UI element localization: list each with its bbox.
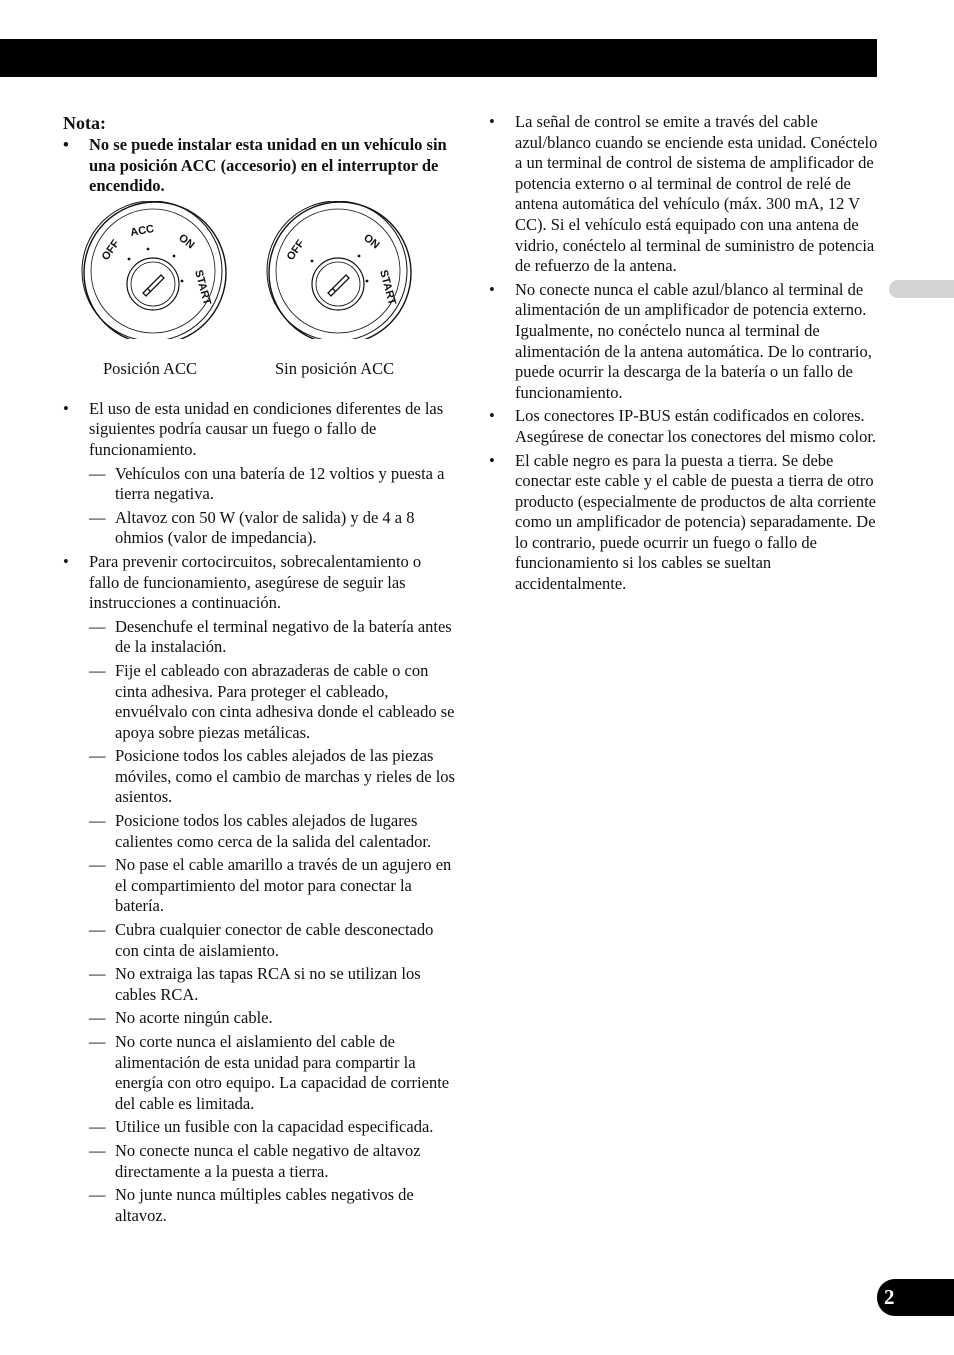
dash-text: Utilice un fusible con la capacidad especificada. [115, 1117, 434, 1137]
section-tab [889, 280, 954, 298]
dash-text: No corte nunca el aislamiento del cable de alimentación de esta unidad para compartir la energía con otro equipo. La capacidad de corriente del cable es limitada. [115, 1032, 450, 1113]
header-bar [0, 39, 877, 77]
dash-text: Desenchufe el terminal negativo de la batería antes de la instalación. [115, 616, 452, 657]
right-column [489, 112, 881, 598]
page-number: 2 [877, 1279, 954, 1316]
dash-item [63, 1117, 455, 1138]
dash-mark: — [89, 1032, 106, 1051]
bullet-text: El uso de esta unidad en condiciones diferentes de las siguientes podría causar un fuego o fallo de funcionamiento. [89, 398, 444, 459]
dash-text: Posicione todos los cables alejados de las piezas móviles, como el cambio de marchas y rieles de los asientos. [115, 746, 455, 807]
bullet-mark: • [489, 450, 495, 470]
bullet-text: No conecte nunca el cable azul/blanco al terminal de alimentación de un amplificador de potencia externo. Igualmente, no conéctelo nunca al terminal de alimentación de la antena automática. De lo contrario, puede ocurrir la descarga de la batería o un fallo de funcionamiento. [515, 279, 872, 402]
bullet-mark: • [63, 551, 69, 571]
dash-mark: — [89, 1117, 106, 1137]
dash-item [63, 1185, 455, 1226]
dash-item [63, 746, 455, 808]
dash-mark: — [89, 660, 106, 680]
dash-mark: — [89, 1140, 106, 1160]
bullet-item [489, 406, 881, 447]
bullet-text: El cable negro es para la puesta a tierra. Se debe conectar este cable y el cable de puesta a tierra de otro producto (especialmente de productos de alta corriente como un amplificador de potencia) separadamente. De lo contrario, puede ocurrir un fuego o fallo de funcionamiento si los cables se sueltan accidentalmente. [515, 450, 877, 594]
bullet-item [63, 399, 455, 461]
dash-item [63, 464, 455, 505]
dash-mark: — [89, 746, 106, 766]
bullet-text: No se puede instalar esta unidad en un vehículo sin una posición ACC (accesorio) en el interruptor de encendido. [89, 135, 447, 196]
dash-text: Vehículos con una batería de 12 voltios y puesta a tierra negativa. [115, 463, 445, 504]
dash-text: No pase el cable amarillo a través de un agujero en el compartimiento del motor para conectar la batería. [115, 855, 452, 916]
dash-item [63, 661, 455, 743]
bullet-text: La señal de control se emite a través del cable azul/blanco cuando se enciende esta unidad. Conéctelo a un terminal de control de sistema de amplificador de potencia externo o al terminal de control de relé de antena automática del vehículo (máx. 300 mA, 12 V CC). Si el vehículo está equipado con una antena de vidrio, conéctelo al terminal de suministro de potencia de refuerzo de la antena. [515, 112, 878, 276]
dash-mark: — [89, 507, 106, 527]
bullet-mark: • [489, 112, 495, 131]
ignition-figures [63, 201, 455, 391]
dash-text: No conecte nunca el cable negativo de altavoz directamente a la puesta a tierra. [115, 1140, 421, 1181]
left-column [63, 112, 455, 1229]
bullet-item [489, 280, 881, 404]
dash-mark: — [89, 1185, 106, 1205]
bullet-item [63, 135, 455, 197]
figure-caption: Sin posición ACC [275, 358, 395, 378]
bullet-item [489, 112, 881, 277]
dash-mark: — [89, 616, 106, 636]
dash-text: Cubra cualquier conector de cable desconectado con cinta de aislamiento. [115, 920, 434, 960]
dash-mark: — [89, 920, 106, 940]
dash-item [63, 617, 455, 658]
bullet-mark: • [63, 398, 69, 418]
dash-item [63, 920, 455, 961]
switch-label-off: OFF [99, 237, 123, 263]
switch-label-start: START [192, 268, 213, 307]
dash-item [63, 1008, 455, 1029]
dash-item [63, 1141, 455, 1182]
dash-item [63, 855, 455, 917]
note-title: Nota: [63, 113, 106, 133]
dash-item [63, 811, 455, 852]
dash-text: Posicione todos los cables alejados de lugares calientes como cerca de la salida del calentador. [115, 811, 432, 851]
ignition-switch-no-acc-illustration [266, 201, 414, 339]
bullet-item [489, 451, 881, 595]
bullet-mark: • [489, 406, 495, 426]
dash-text: Altavoz con 50 W (valor de salida) y de 4 a 8 ohmios (valor de impedancia). [115, 507, 415, 548]
switch-label-acc: ACC [129, 222, 156, 239]
dash-item [63, 1032, 455, 1114]
dash-mark: — [89, 964, 106, 984]
dash-mark: — [89, 855, 106, 875]
bullet-text: Para prevenir cortocircuitos, sobrecalentamiento o fallo de funcionamiento, asegúrese de seguir las instrucciones a continuación. [89, 551, 422, 613]
dash-text: No acorte ningún cable. [115, 1008, 273, 1028]
dash-item [63, 964, 455, 1005]
dash-mark: — [89, 1008, 106, 1028]
dash-mark: — [89, 463, 106, 483]
dash-text: No junte nunca múltiples cables negativos de altavoz. [115, 1185, 414, 1225]
switch-label-on: ON [176, 231, 197, 252]
dash-item [63, 508, 455, 549]
bullet-text: Los conectores IP-BUS están codificados en colores. Asegúrese de conectar los conectores del mismo color. [515, 406, 877, 446]
dash-text: Fije el cableado con abrazaderas de cable o con cinta adhesiva. Para proteger el cableado, envuélvalo con cinta adhesiva donde el cableado se apoya sobre piezas metálicas. [115, 660, 455, 742]
bullet-mark: • [63, 135, 69, 154]
bullet-mark: • [489, 279, 495, 299]
switch-label-start: START [377, 268, 398, 307]
bullet-item [63, 552, 455, 614]
dash-text: No extraiga las tapas RCA si no se utilizan los cables RCA. [115, 964, 421, 1004]
ignition-switch-acc-illustration [81, 201, 229, 339]
figure-caption: Posición ACC [103, 358, 197, 378]
switch-label-off: OFF [284, 237, 308, 263]
dash-mark: — [89, 811, 106, 831]
switch-label-on: ON [361, 231, 382, 252]
